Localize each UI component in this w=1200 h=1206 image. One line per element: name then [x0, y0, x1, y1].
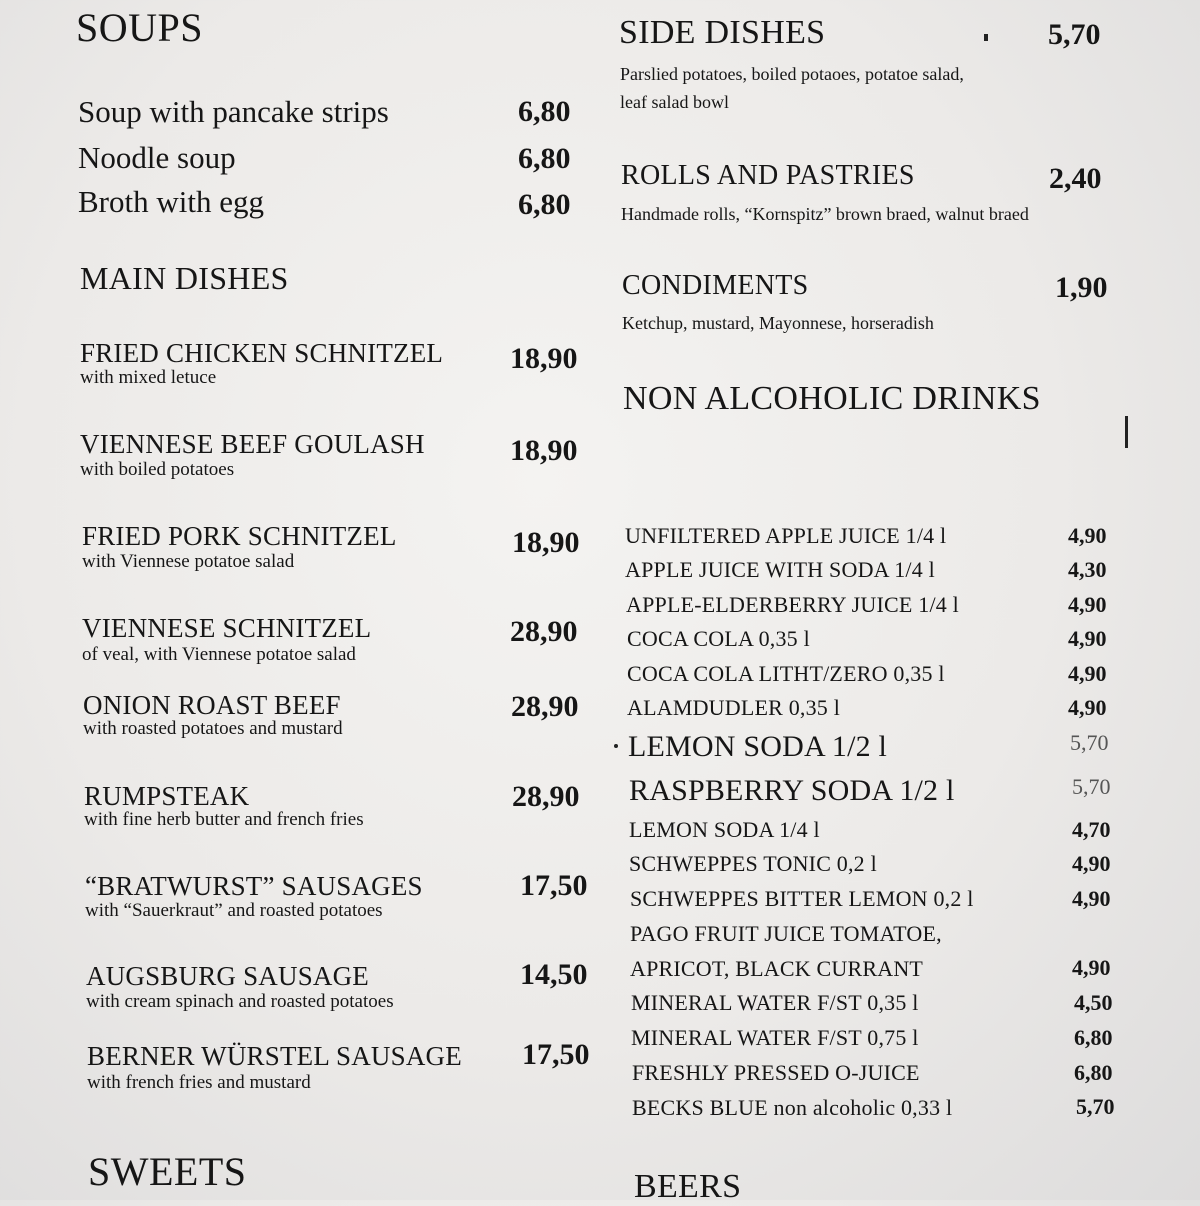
dish-description: with french fries and mustard [87, 1072, 311, 1093]
dish-description: with “Sauerkraut” and roasted potatoes [85, 900, 383, 921]
dish-price: 18,90 [510, 342, 578, 375]
drink-price: 4,90 [1068, 695, 1107, 720]
ink-speck [984, 34, 988, 41]
side-dishes-description: Parslied potatoes, boiled potaoes, potatoe salad, [620, 64, 964, 84]
dish-description: of veal, with Viennese potatoe salad [82, 644, 356, 665]
drink-name: APPLE JUICE WITH SODA 1/4 l [625, 557, 935, 582]
dish-description: with cream spinach and roasted potatoes [86, 991, 394, 1012]
soups-heading: SOUPS [76, 5, 204, 50]
ink-speck [614, 744, 618, 748]
dish-price: 18,90 [510, 434, 578, 467]
drink-name: PAGO FRUIT JUICE TOMATOE, [630, 921, 942, 946]
drink-name: FRESHLY PRESSED O-JUICE [632, 1060, 920, 1085]
dish-price: 17,50 [520, 869, 588, 902]
dish-name: RUMPSTEAK [84, 781, 250, 811]
drink-price: 6,80 [1074, 1025, 1113, 1050]
drink-price: 5,70 [1070, 730, 1109, 755]
dish-description: with boiled potatoes [80, 459, 235, 480]
drink-price: 5,70 [1076, 1094, 1115, 1119]
soup-item-price: 6,80 [518, 188, 571, 221]
dish-name: FRIED PORK SCHNITZEL [82, 521, 397, 551]
drink-name: COCA COLA 0,35 l [627, 626, 810, 651]
dish-price: 17,50 [522, 1038, 590, 1071]
condiments-price: 1,90 [1055, 271, 1108, 304]
dish-name: VIENNESE SCHNITZEL [82, 613, 372, 643]
drink-price: 4,30 [1068, 557, 1107, 582]
drink-name: APPLE-ELDERBERRY JUICE 1/4 l [626, 592, 959, 617]
side-dishes-heading: SIDE DISHES [619, 14, 826, 51]
drink-name: BECKS BLUE non alcoholic 0,33 l [632, 1095, 953, 1120]
dish-price: 18,90 [512, 526, 580, 559]
soup-item-name: Noodle soup [78, 140, 236, 175]
dish-name: FRIED CHICKEN SCHNITZEL [80, 338, 444, 368]
drink-name: UNFILTERED APPLE JUICE 1/4 l [625, 523, 947, 548]
dish-name: “BRATWURST” SAUSAGES [85, 871, 423, 901]
condiments-description: Ketchup, mustard, Mayonnese, horseradish [622, 313, 934, 333]
drink-price: 4,90 [1068, 523, 1107, 548]
dish-description: with roasted potatoes and mustard [83, 718, 343, 739]
drink-price: 4,90 [1072, 851, 1111, 876]
drink-name: COCA COLA LITHT/ZERO 0,35 l [627, 661, 945, 686]
drink-name: ALAMDUDLER 0,35 l [627, 695, 841, 720]
drink-price: 4,90 [1072, 955, 1111, 980]
drink-name: SCHWEPPES BITTER LEMON 0,2 l [630, 886, 974, 911]
drink-price: 4,70 [1072, 817, 1111, 842]
dish-price: 28,90 [510, 615, 578, 648]
drink-name: MINERAL WATER F/ST 0,75 l [631, 1025, 919, 1050]
side-dishes-price: 5,70 [1048, 18, 1101, 51]
dish-name: VIENNESE BEEF GOULASH [80, 429, 425, 459]
soup-item-name: Soup with pancake strips [78, 94, 389, 129]
drinks-heading: NON ALCOHOLIC DRINKS [623, 380, 1041, 417]
dish-price: 14,50 [520, 958, 588, 991]
drink-name: LEMON SODA 1/4 l [629, 817, 820, 842]
drink-price: 4,90 [1072, 886, 1111, 911]
drink-name: APRICOT, BLACK CURRANT [630, 956, 924, 981]
rolls-heading: ROLLS AND PASTRIES [621, 160, 915, 191]
drink-price: 4,90 [1068, 592, 1107, 617]
drink-name: MINERAL WATER F/ST 0,35 l [631, 990, 919, 1015]
drink-price: 5,70 [1072, 774, 1111, 799]
rolls-description: Handmade rolls, “Kornspitz” brown braed, walnut braed [621, 204, 1029, 224]
soup-item-price: 6,80 [518, 142, 571, 175]
dish-description: with Viennese potatoe salad [82, 551, 295, 572]
dish-name: AUGSBURG SAUSAGE [86, 961, 369, 991]
drink-price: 4,90 [1068, 626, 1107, 651]
main-dishes-heading: MAIN DISHES [80, 260, 289, 296]
drink-name: LEMON SODA 1/2 l [628, 730, 888, 763]
dish-name: BERNER WÜRSTEL SAUSAGE [87, 1041, 462, 1071]
drink-name: SCHWEPPES TONIC 0,2 l [629, 851, 877, 876]
dish-price: 28,90 [511, 690, 579, 723]
drink-price: 4,90 [1068, 661, 1107, 686]
soup-item-price: 6,80 [518, 95, 571, 128]
soup-item-name: Broth with egg [78, 184, 264, 219]
condiments-heading: CONDIMENTS [622, 270, 809, 301]
drink-price: 6,80 [1074, 1060, 1113, 1085]
dish-description: with mixed letuce [80, 367, 217, 388]
drink-price: 4,50 [1074, 990, 1113, 1015]
dish-description: with fine herb butter and french fries [84, 809, 364, 830]
drink-name: RASPBERRY SODA 1/2 l [629, 774, 955, 807]
dish-name: ONION ROAST BEEF [83, 690, 341, 720]
rolls-price: 2,40 [1049, 162, 1102, 195]
side-dishes-description: leaf salad bowl [620, 92, 729, 112]
ink-stroke [1125, 416, 1128, 448]
dish-price: 28,90 [512, 780, 580, 813]
sweets-heading: SWEETS [88, 1149, 247, 1194]
beers-heading: BEERS [634, 1168, 742, 1205]
